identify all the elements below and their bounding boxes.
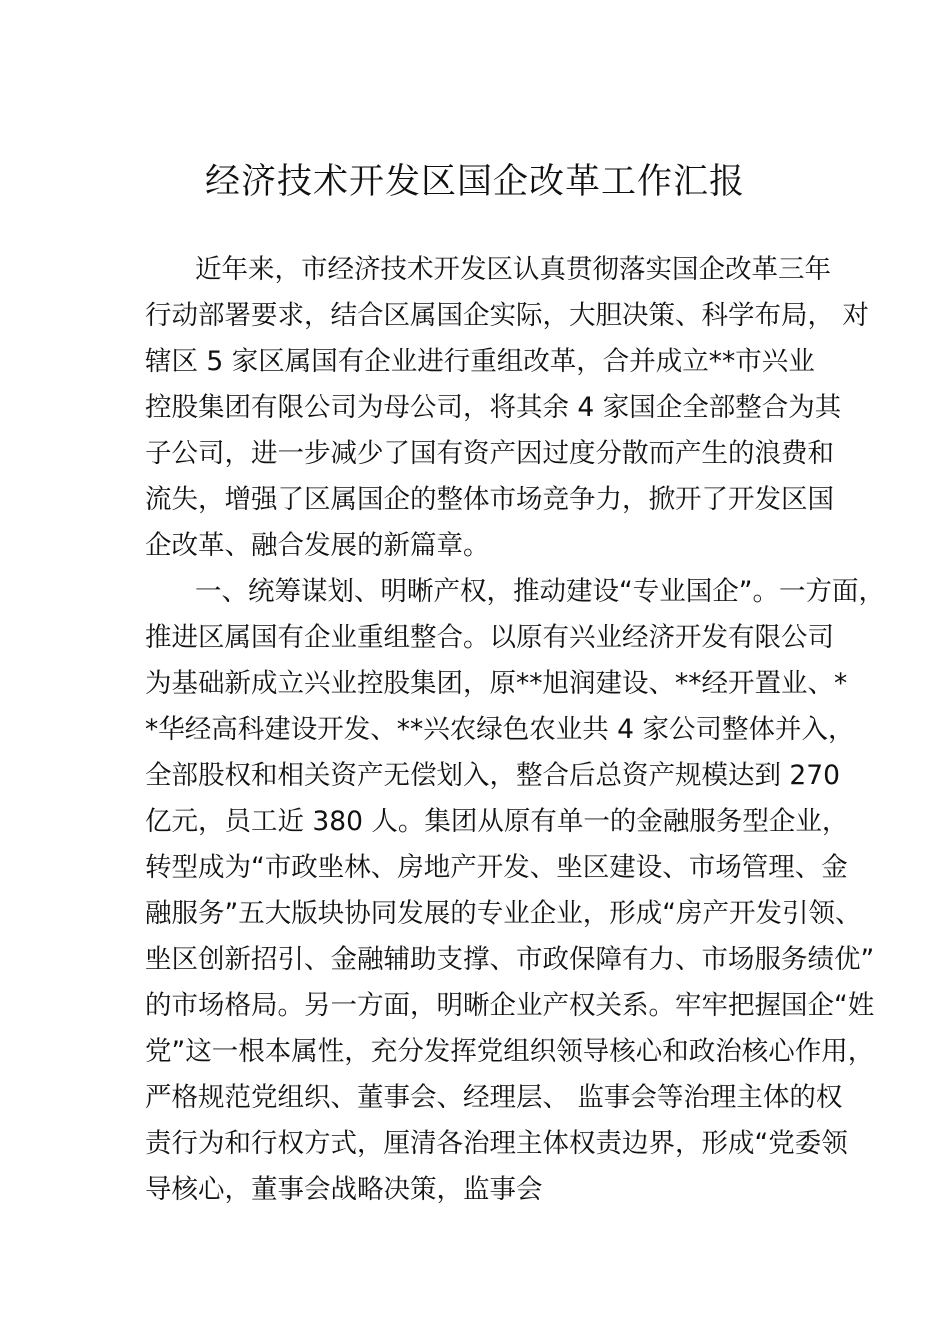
paragraph-line: 一、统筹谋划、明晰产权，推动建设“专业国企”。一方面， [195, 576, 885, 607]
paragraph-line: 的市场格局。另一方面，明晰企业产权关系。牢牢把握国企“姓 [145, 990, 875, 1021]
paragraph-line: 党”这一根本属性，充分发挥党组织领导核心和政治核心作用， [145, 1036, 875, 1067]
paragraph-line: 控股集团有限公司为母公司，将其余 4 家国企全部整合为其 [145, 392, 842, 423]
paragraph-line: 亿元，员工近 380 人。集团从原有单一的金融服务型企业， [145, 806, 849, 837]
paragraph-line: 严格规范党组织、董事会、经理层、 监事会等治理主体的权 [145, 1082, 843, 1113]
paragraph-line: 辖区 5 家区属国有企业进行重组改革，合并成立**市兴业 [145, 346, 815, 377]
paragraph-line: 导核心，董事会战略决策，监事会 [145, 1174, 543, 1205]
paragraph-line: 融服务”五大版块协同发展的专业企业，形成“房产开发引领、 [145, 898, 862, 929]
paragraph-line: 全部股权和相关资产无偿划入，整合后总资产规模达到 270 [145, 760, 841, 791]
paragraph-line: 流失，增强了区属国企的整体市场竞争力，掀开了开发区国 [145, 484, 834, 515]
paragraph-line: 㘴区创新招引、金融辅助支撑、市政保障有力、市场服务绩优” [145, 944, 875, 975]
paragraph-line: *华经高科建设开发、**兴农绿色农业共 4 家公司整体并入， [145, 714, 855, 745]
paragraph-line: 近年来，市经济技术开发区认真贯彻落实国企改革三年 [195, 254, 831, 285]
paragraph-line: 责行为和行权方式，厘清各治理主体权责边界，形成“党委领 [145, 1128, 848, 1159]
paragraph-line: 子公司，进一步减少了国有资产因过度分散而产生的浪费和 [145, 438, 834, 469]
paragraph-line: 企改革、融合发展的新篇章。 [145, 530, 490, 561]
paragraph-line: 为基础新成立兴业控股集团，原**旭润建设、**经开置业、* [145, 668, 848, 699]
paragraph-line: 推进区属国有企业重组整合。以原有兴业经济开发有限公司 [145, 622, 834, 653]
document-title: 经济技术开发区国企改革工作汇报 [204, 162, 745, 202]
paragraph-line: 行动部署要求，结合区属国企实际，大胆决策、科学布局， 对 [145, 300, 869, 331]
paragraph-line: 转型成为“市政㘴林、房地产开发、㘴区建设、市场管理、金 [145, 852, 848, 883]
